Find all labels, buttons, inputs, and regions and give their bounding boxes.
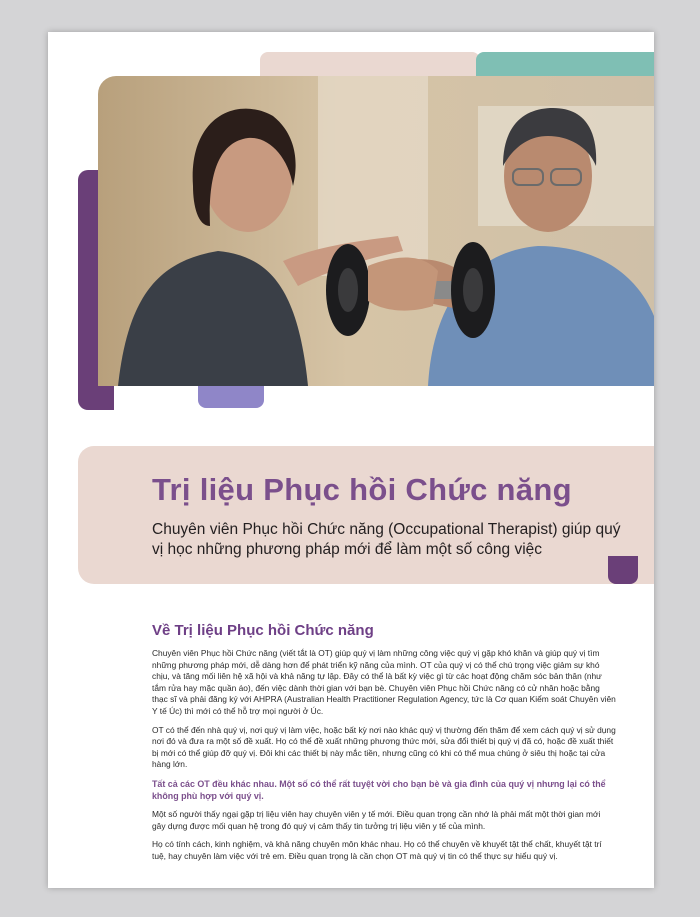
therapy-photo — [98, 76, 654, 386]
section-heading: Về Trị liệu Phục hồi Chức năng — [152, 622, 374, 639]
paragraph: Một số người thấy ngại gặp trị liệu viên hay chuyên viên y tế mới. Điều quan trọng cần nhớ là phải mất một thời gian mới gây dựng được mối quan hệ trong đó quý vị cảm thấy tin tưởng trị liệu viên y tế của mình. — [152, 808, 601, 831]
title-band — [78, 446, 654, 584]
decor-top-teal-tab — [476, 52, 654, 76]
decor-bottom-lavender-tab — [198, 384, 264, 408]
page-title: Trị liệu Phục hồi Chức năng — [152, 472, 572, 507]
highlight-paragraph: Tất cả các OT đều khác nhau. Một số có thể rất tuyệt vời cho bạn bè và gia đình của quý vị nhưng lại có thể không phù hợp với quý vị. — [152, 778, 606, 801]
paragraph: Chuyên viên Phục hồi Chức năng (viết tắt là OT) giúp quý vị làm những công việc quý vị gặp khó khăn và giúp quý vị tìm những phương pháp mới, dễ dàng hơn để phát triển kỹ năng của mình. OT của quý vị có thể chú trọng việc giảm sự khó chịu, và tăng mối liên hệ xã hội và khả năng tự lập. Đây có thể là bất kỳ việc gì từ các hoạt động chăm sóc bản thân (như tắm rửa hay mặc quần áo), đến việc dành thời gian với bạn bè. Chuyên viên Phục hồi Chức năng có cử nhân hoặc bằng thạc sĩ và phải đăng ký với AHPRA (Australian Health Practitioner Regulation Agency, tức là Cơ quan Kiểm soát Chuyên viên Y tế Úc) thì mới có thể hỗ trợ mọi người ở Úc. — [152, 648, 616, 716]
document-page — [48, 32, 654, 888]
decor-band-purple-corner — [608, 556, 638, 584]
page-subtitle: Chuyên viên Phục hồi Chức năng (Occupational Therapist) giúp quý vị học những phương pháp mới để làm một số công việc — [152, 521, 621, 558]
decor-top-beige-tab — [260, 52, 480, 76]
body-text — [152, 648, 616, 869]
paragraph: OT có thể đến nhà quý vị, nơi quý vị làm việc, hoặc bất kỳ nơi nào khác quý vị thường đến thăm để xem cách quý vị sử dụng nơi đó và đưa ra một số đề xuất. Họ có thể đề xuất những phương thức mới, sửa đổi thiết bị quý vị đã có, hoặc đề xuất thiết bị mới có thể giúp đỡ quý vị. Đôi khi các thiết bị này mắc tiền, nhưng cũng có khi có thể mua chúng ở siêu thị hoặc tại cửa hàng lớn. — [152, 724, 616, 770]
paragraph: Họ có tính cách, kinh nghiệm, và khả năng chuyên môn khác nhau. Họ có thể chuyên về khuyết tật thể chất, khuyết tật trí tuệ, hay chuyên làm việc với trẻ em. Điều quan trọng là cần chọn OT mà quý vị tin có thể thực sự hiểu quý vị. — [152, 839, 602, 861]
